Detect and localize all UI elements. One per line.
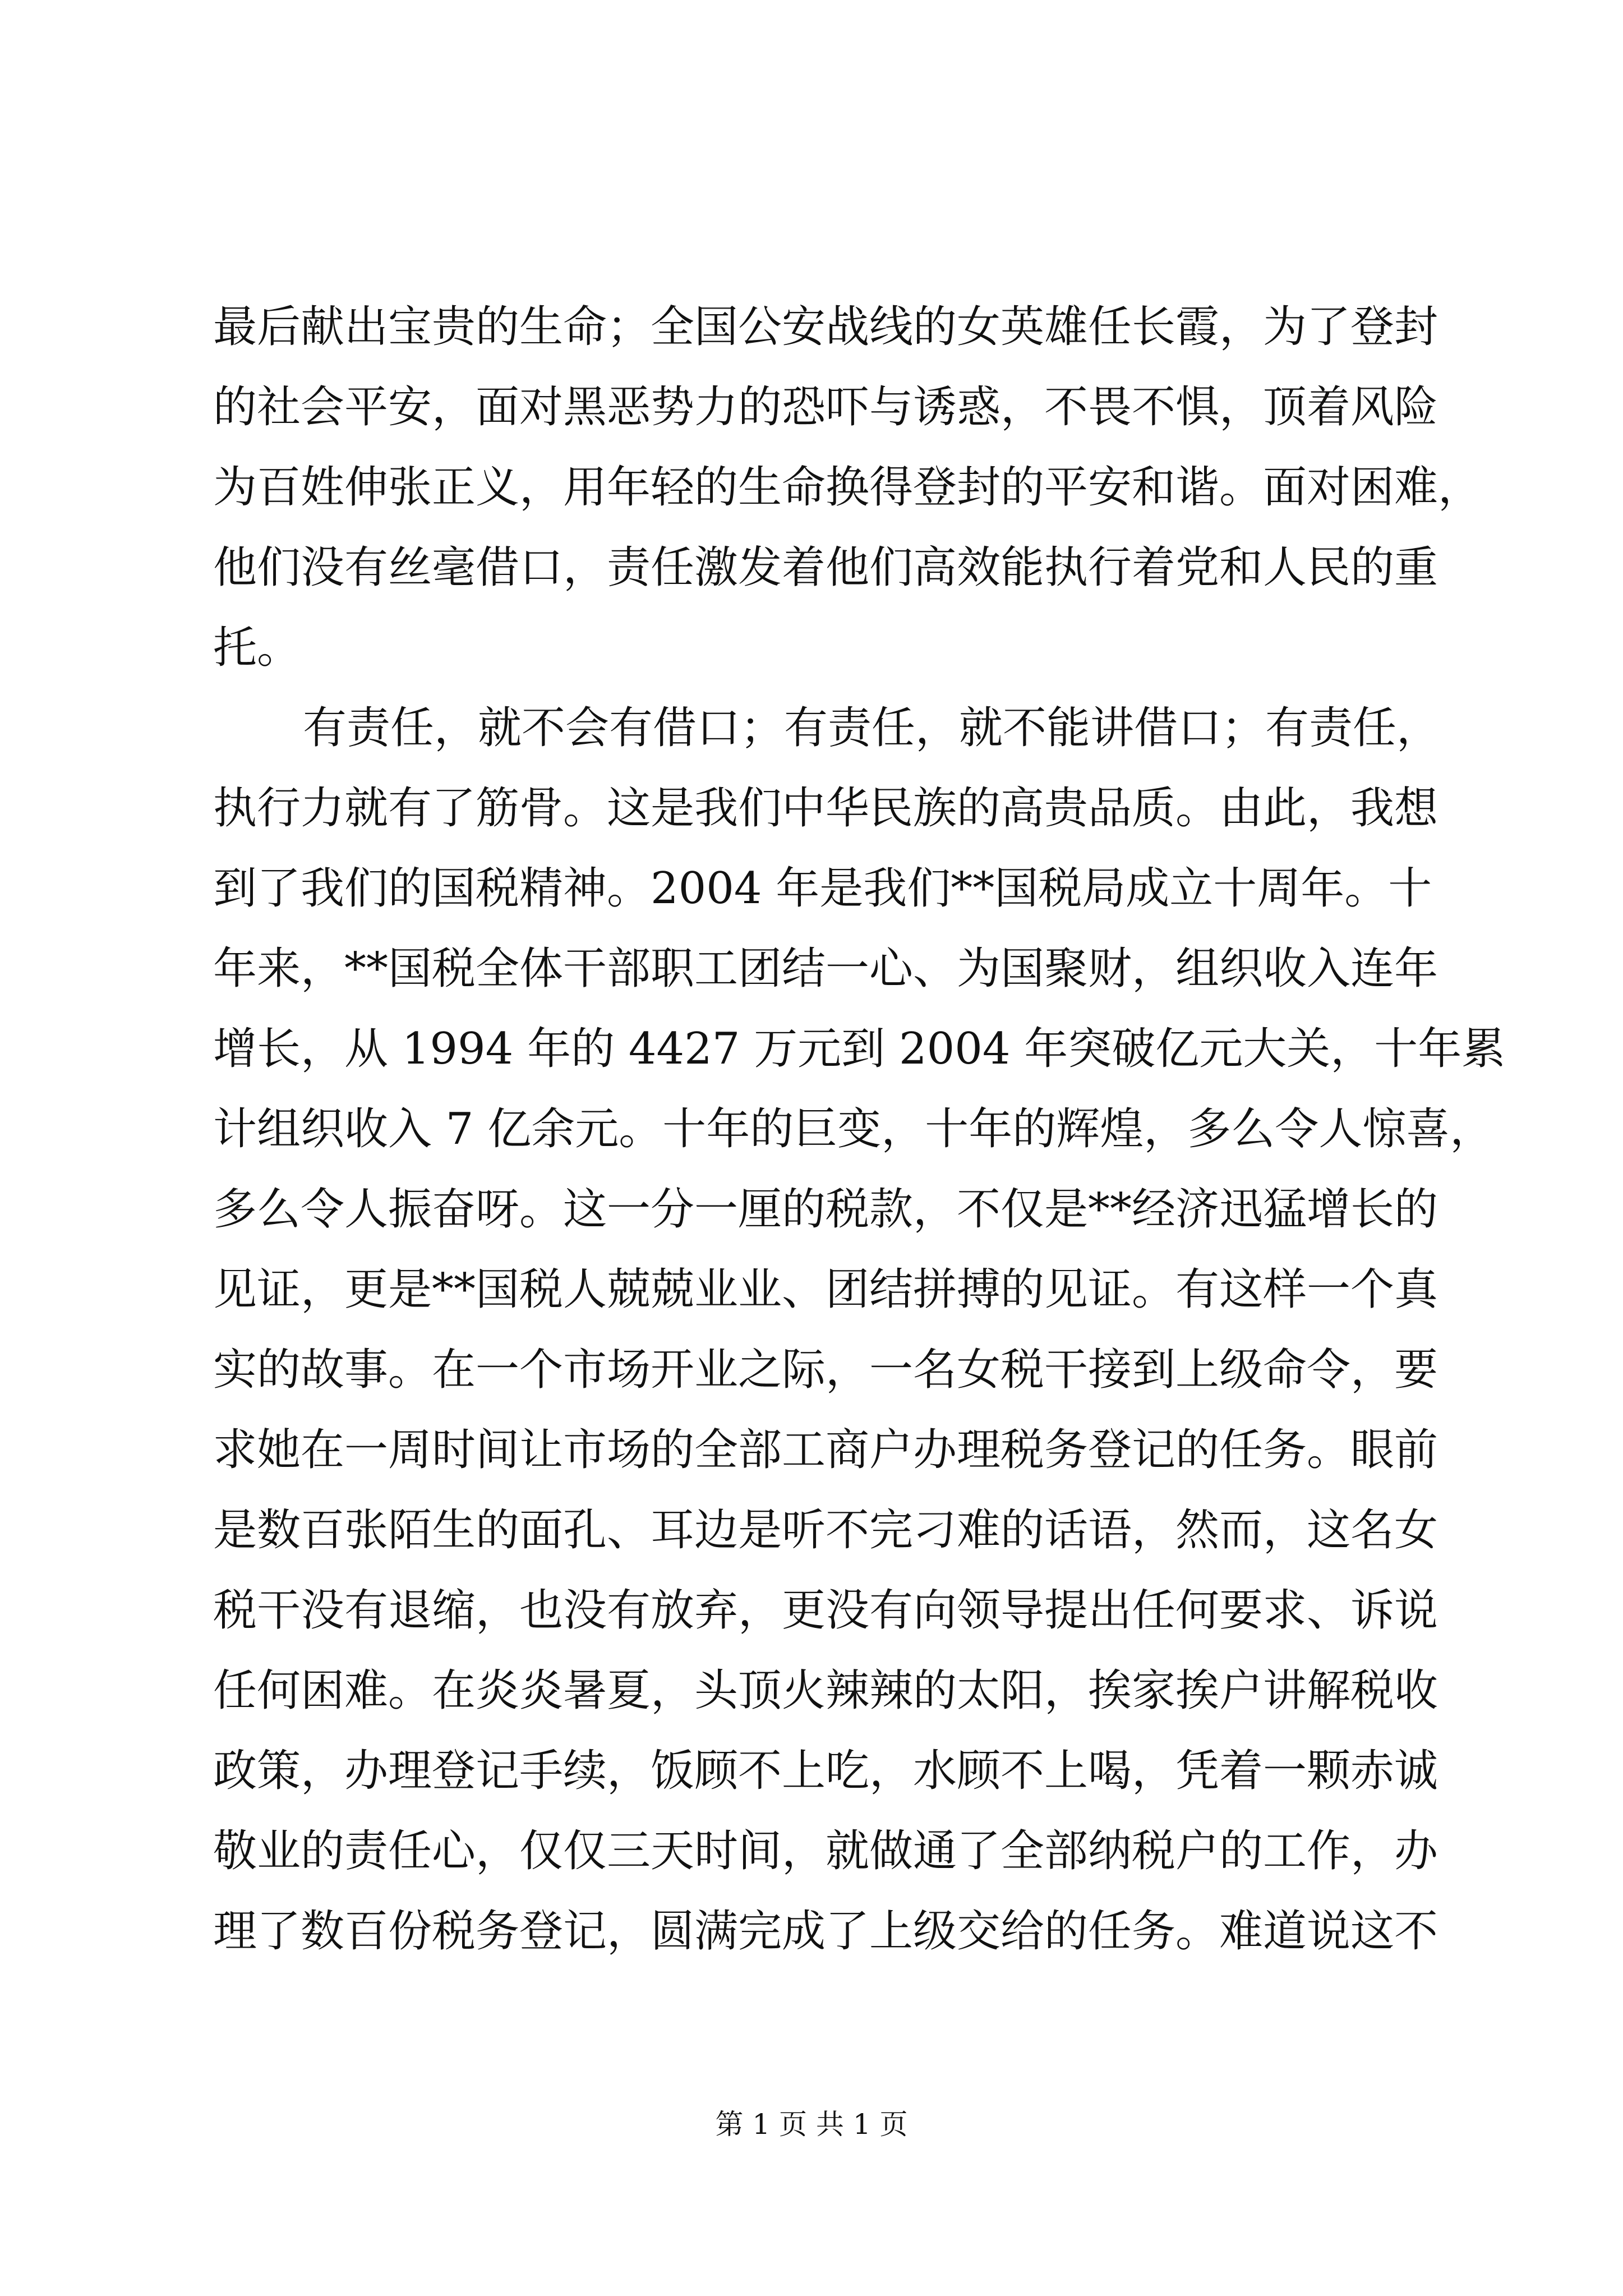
text-line: 实的故事。在一个市场开业之际，一名女税干接到上级命令，要	[213, 1345, 1438, 1395]
text-line: 政策，办理登记手续，饭顾不上吃，水顾不上喝，凭着一颗赤诚	[213, 1746, 1438, 1796]
text-line: 他们没有丝毫借口，责任激发着他们高效能执行着党和人民的重	[213, 542, 1438, 593]
text-line: 任何困难。在炎炎暑夏，头顶火辣辣的太阳，挨家挨户讲解税收	[213, 1665, 1438, 1716]
page-footer	[0, 2105, 1623, 2144]
text-line: 求她在一周时间让市场的全部工商户办理税务登记的任务。眼前	[213, 1425, 1438, 1475]
text-line: 执行力就有了筋骨。这是我们中华民族的高贵品质。由此，我想	[213, 783, 1438, 834]
text-line: 为百姓伸张正义，用年轻的生命换得登封的平安和谐。面对困难，	[213, 462, 1482, 513]
text-line: 理了数百份税务登记，圆满完成了上级交给的任务。难道说这不	[213, 1906, 1438, 1957]
text-line: 多么令人振奋呀。这一分一厘的税款，不仅是**经济迅猛增长的	[213, 1184, 1438, 1235]
text-line: 计组织收入 7 亿余元。十年的巨变，十年的辉煌，多么令人惊喜，	[213, 1104, 1494, 1154]
text-line: 年来，**国税全体干部职工团结一心、为国聚财，组织收入连年	[213, 944, 1438, 994]
body-text	[213, 287, 1506, 1972]
text-line: 最后献出宝贵的生命；全国公安战线的女英雄任长霞，为了登封	[213, 302, 1438, 352]
paragraph	[213, 287, 1482, 688]
text-line: 敬业的责任心，仅仅三天时间，就做通了全部纳税户的工作，办	[213, 1826, 1438, 1876]
page-number-label: 第 1 页 共 1 页	[715, 2108, 908, 2141]
text-line: 有责任，就不会有借口；有责任，就不能讲借口；有责任，	[303, 703, 1441, 753]
text-line: 增长，从 1994 年的 4427 万元到 2004 年突破亿元大关，十年累	[213, 1024, 1506, 1074]
text-line: 托。	[213, 623, 301, 673]
paragraph	[213, 688, 1506, 1972]
text-line: 到了我们的国税精神。2004 年是我们**国税局成立十周年。十	[213, 863, 1432, 914]
text-line: 是数百张陌生的面孔、耳边是听不完刁难的话语，然而，这名女	[213, 1505, 1438, 1556]
text-line: 的社会平安，面对黑恶势力的恐吓与诱惑，不畏不惧，顶着风险	[213, 382, 1438, 432]
text-line: 见证，更是**国税人兢兢业业、团结拼搏的见证。有这样一个真	[213, 1264, 1438, 1315]
text-line: 税干没有退缩，也没有放弃，更没有向领导提出任何要求、诉说	[213, 1585, 1438, 1636]
